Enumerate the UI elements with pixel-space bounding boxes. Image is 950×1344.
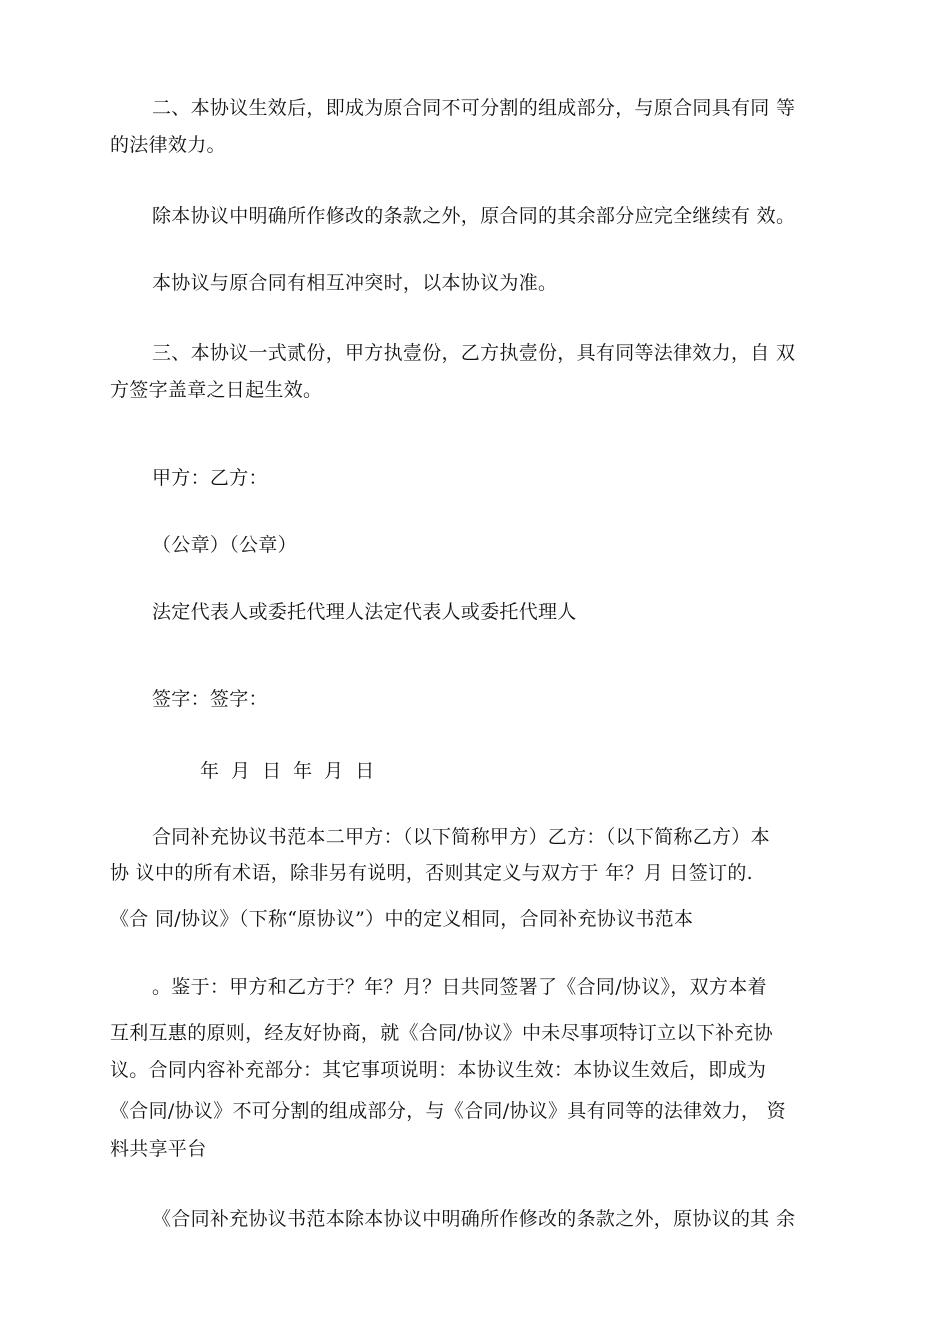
paragraph-line: 合同补充协议书范本二甲方：（以下简称甲方）乙方：（以下简称乙方）本: [152, 826, 770, 848]
paragraph-line: 《合同补充协议书范本除本协议中明确所作修改的条款之外，原协议的其 余: [152, 1208, 796, 1230]
representative-line: 法定代表人或委托代理人法定代表人或委托代理人: [152, 601, 577, 623]
paragraph-line: 议。合同内容补充部分：其它事项说明：本协议生效：本协议生效后，即成为: [110, 1059, 767, 1081]
seal-line: （公章）（公章）: [152, 534, 297, 556]
paragraph-line: 协 议中的所有术语，除非另有说明，否则其定义与双方于 年？月 日签订的.: [110, 862, 753, 884]
party-label-line: 甲方：乙方：: [152, 467, 268, 489]
paragraph-line: 二、本协议生效后，即成为原合同不可分割的组成部分，与原合同具有同 等: [152, 97, 796, 119]
paragraph-line: 《合同/协议》不可分割的组成部分，与《合同/协议》具有同等的法律效力， 资: [110, 1100, 786, 1122]
paragraph-line: 的法律效力。: [110, 134, 226, 156]
paragraph-line: 《合 同/协议》（下称“原协议”）中的定义相同，合同补充协议书范本: [110, 908, 694, 930]
paragraph-line: 。鉴于：甲方和乙方于？年？月？日共同签署了《合同/协议》，双方本着: [152, 976, 767, 998]
paragraph-line: 料共享平台: [110, 1138, 207, 1160]
paragraph-line: 三、本协议一式贰份，甲方执壹份，乙方执壹份，具有同等法律效力，自 双: [152, 342, 796, 364]
signature-line: 签字：签字：: [152, 688, 268, 710]
paragraph-line: 方签字盖章之日起生效。: [110, 379, 323, 401]
paragraph-line: 除本协议中明确所作修改的条款之外，原合同的其余部分应完全继续有 效。: [152, 205, 796, 227]
paragraph-line: 本协议与原合同有相互冲突时，以本协议为准。: [152, 272, 558, 294]
paragraph-line: 互利互惠的原则，经友好协商，就《合同/协议》中未尽事项特订立以下补充协: [110, 1022, 773, 1044]
date-line: 年 月 日 年 月 日: [200, 760, 378, 782]
